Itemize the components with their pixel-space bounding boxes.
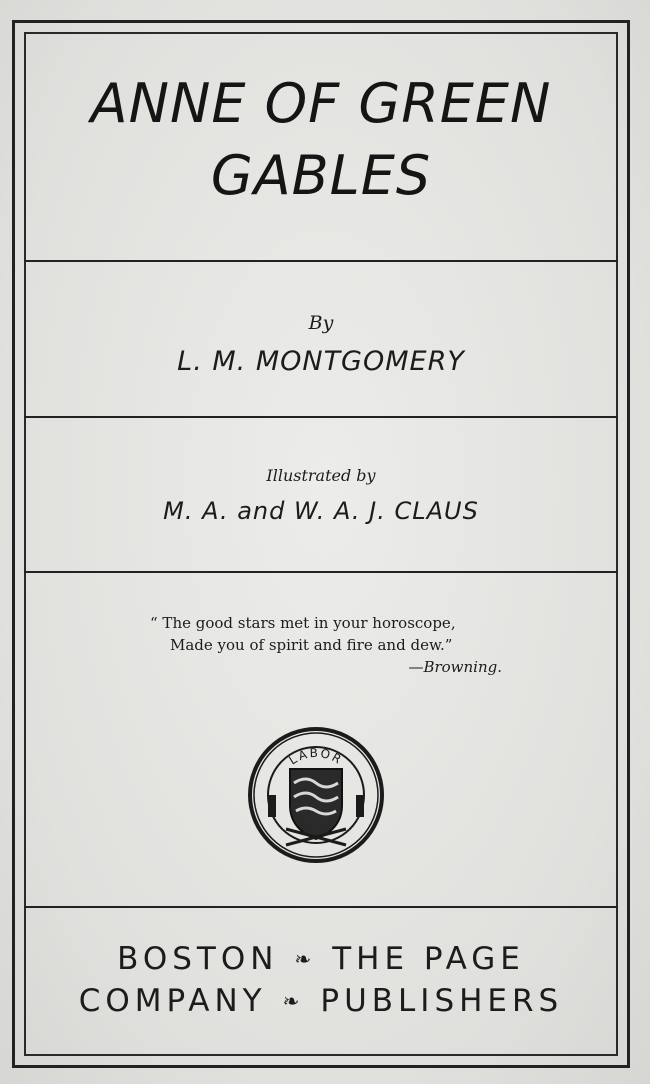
divider-2 bbox=[24, 416, 618, 418]
epigraph-line-1: “ The good stars met in your horoscope, bbox=[150, 614, 456, 632]
imprint-company: COMPANY bbox=[78, 983, 267, 1019]
illustrated-by-label: Illustrated by bbox=[266, 466, 376, 485]
title-block bbox=[26, 68, 616, 212]
imprint-city: BOSTON bbox=[117, 941, 279, 977]
by-label: By bbox=[308, 312, 334, 334]
divider-1 bbox=[24, 260, 618, 262]
divider-4 bbox=[24, 906, 618, 908]
illustrator-names: M. A. and W. A. J. CLAUS bbox=[163, 497, 479, 525]
fleuron-icon: ❧ bbox=[294, 947, 317, 971]
epigraph-attribution: —Browning. bbox=[408, 658, 502, 676]
book-title-line-2: GABLES bbox=[210, 144, 432, 207]
imprint-role: PUBLISHERS bbox=[320, 983, 564, 1019]
author-block bbox=[26, 312, 616, 377]
publisher-imprint bbox=[26, 938, 616, 1022]
epigraph bbox=[150, 612, 550, 678]
book-title-line-1: ANNE OF GREEN bbox=[90, 72, 552, 135]
seal-motto: LABOR bbox=[286, 745, 346, 768]
imprint-line-1 bbox=[26, 938, 616, 980]
illustrator-block bbox=[26, 466, 616, 525]
author-name: L. M. MONTGOMERY bbox=[177, 346, 465, 377]
divider-3 bbox=[24, 571, 618, 573]
fleuron-icon: ❧ bbox=[282, 989, 305, 1013]
publisher-seal-icon bbox=[246, 725, 386, 865]
epigraph-line-2: Made you of spirit and fire and dew.” bbox=[170, 636, 453, 654]
imprint-line-2 bbox=[26, 980, 616, 1022]
imprint-publisher-name: THE PAGE bbox=[332, 941, 525, 977]
